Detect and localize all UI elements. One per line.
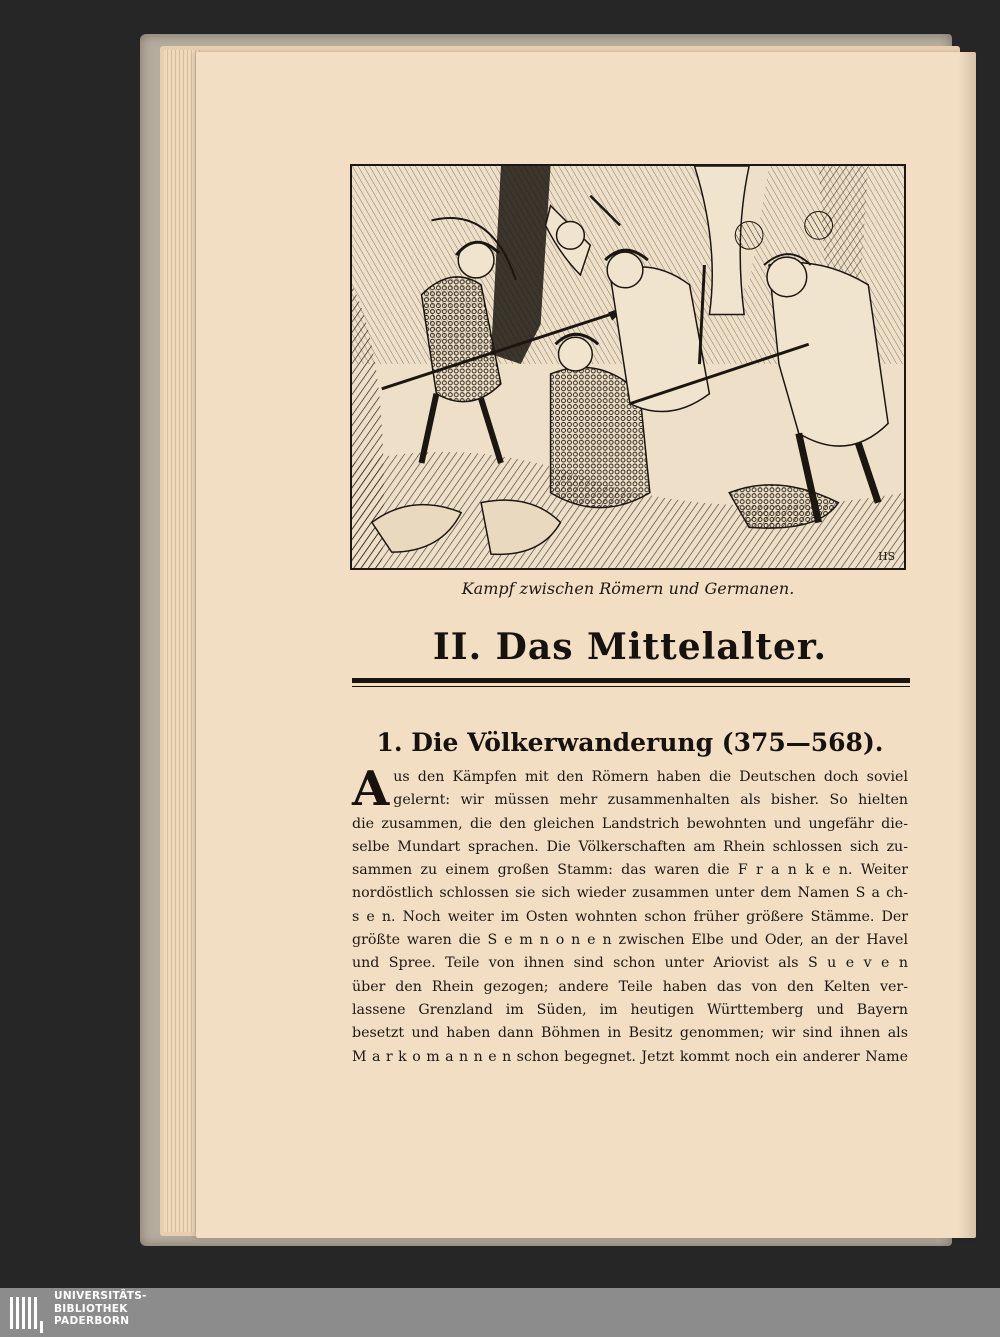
text-line: gelernt: wir müssen mehr zusammenhalten als bisher. So hielten xyxy=(393,792,908,809)
library-name-line-2: BIBLIOTHEK xyxy=(54,1302,128,1315)
library-name xyxy=(54,1290,147,1328)
text-line: lassene Grenzland im Süden, im heutigen Württemberg und Bayern xyxy=(352,1001,908,1018)
text-line: besetzt und haben dann Böhmen in Besitz genommen; wir sind ihnen als xyxy=(352,1025,908,1042)
artist-signature: HS xyxy=(878,550,896,564)
text-line: über den Rhein gezogen; andere Teile haben das von den Kelten ver- xyxy=(352,978,908,995)
title-rule-thin xyxy=(352,686,910,687)
text-line: die zusammen, die den gleichen Landstrich bewohnten und ungefähr die- xyxy=(352,815,908,832)
text-line: und Spree. Teile von ihnen sind schon unter Ariovist als S u e v e n xyxy=(352,955,908,972)
text-line: größte waren die S e m n o n e n zwischen Elbe und Oder, an der Havel xyxy=(352,932,908,949)
library-footer-bar xyxy=(0,1288,1000,1337)
library-name-line-1: UNIVERSITÄTS- xyxy=(54,1290,147,1302)
text-line: us den Kämpfen mit den Römern haben die Deutschen doch soviel xyxy=(393,769,908,785)
engraving-image xyxy=(352,166,904,568)
text-line: s e n. Noch weiter im Osten wohnten schon früher größere Stämme. Der xyxy=(352,908,908,925)
battle-illustration xyxy=(350,164,906,570)
text-line: selbe Mundart sprachen. Die Völkerschaften am Rhein schlossen sich zu- xyxy=(352,838,908,855)
chapter-title: II. Das Mittelalter. xyxy=(432,626,828,668)
drop-cap: A xyxy=(352,761,390,817)
title-rule-thick xyxy=(352,678,910,683)
section-title: 1. Die Völkerwanderung (375—568). xyxy=(376,728,884,757)
body-text xyxy=(352,761,908,1069)
text-line: nordöstlich schlossen sie sich wieder zusammen unter dem Namen S a ch- xyxy=(352,885,908,902)
figure-caption: Kampf zwischen Römern und Germanen. xyxy=(461,579,795,598)
text-line: sammen zu einem großen Stamm: das waren die F r a n k e n. Weiter xyxy=(352,862,908,879)
library-name-line-3: PADERBORN xyxy=(54,1315,130,1327)
library-logo-icon xyxy=(8,1291,48,1335)
text-line: M a r k o m a n n e n schon begegnet. Jetzt kommt noch ein anderer Name xyxy=(352,1048,908,1065)
